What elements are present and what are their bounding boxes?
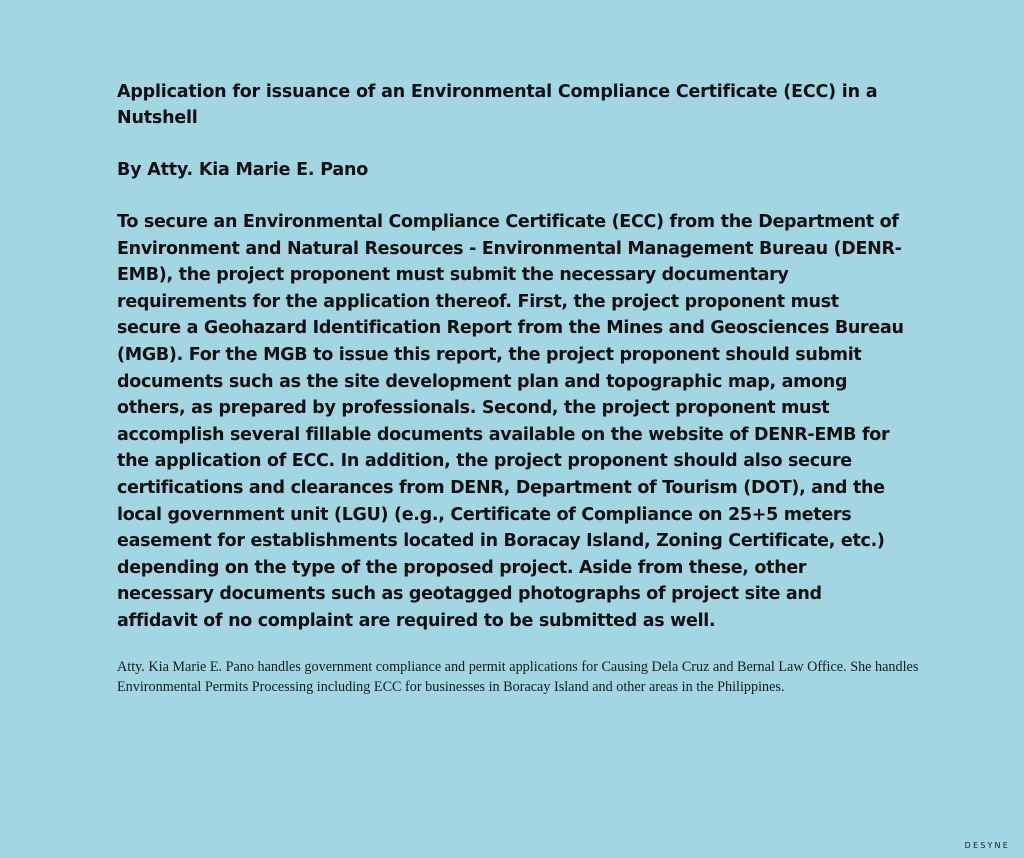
author-bio: Atty. Kia Marie E. Pano handles government compliance and permit applications for Causing Dela Cruz and Bernal Law Office. She handles Environmental Permits Processing including ECC for businesses in Boracay Island and other areas in the Philippines. xyxy=(117,658,919,695)
author-byline: By Atty. Kia Marie E. Pano xyxy=(117,160,369,180)
article xyxy=(117,79,917,697)
article-body: To secure an Environmental Compliance Certificate (ECC) from the Department of Environment and Natural Resources - Environmental Management Bureau (DENR-EMB), the project proponent must submit the necessary documentary requirements for the application thereof. First, the project proponent must secure a Geohazard Identification Report from the Mines and Geosciences Bureau (MGB). For the MGB to issue this report, the project proponent should submit documents such as the site development plan and topographic map, among others, as prepared by professionals. Second, the project proponent must accomplish several fillable documents available on the website of DENR-EMB for the application of ECC. In addition, the project proponent should also secure certifications and clearances from DENR, Department of Tourism (DOT), and the local government unit (LGU) (e.g., Certificate of Compliance on 25+5 meters easement for establishments located in Boracay Island, Zoning Certificate, etc.) depending on the type of the proposed project. Aside from these, other necessary documents such as geotagged photographs of project site and affidavit of no complaint are required to be submitted as well. xyxy=(117,212,904,631)
brand-watermark: DESYNE xyxy=(964,841,1010,850)
article-title: Application for issuance of an Environmental Compliance Certificate (ECC) in a Nutshell xyxy=(117,82,878,128)
